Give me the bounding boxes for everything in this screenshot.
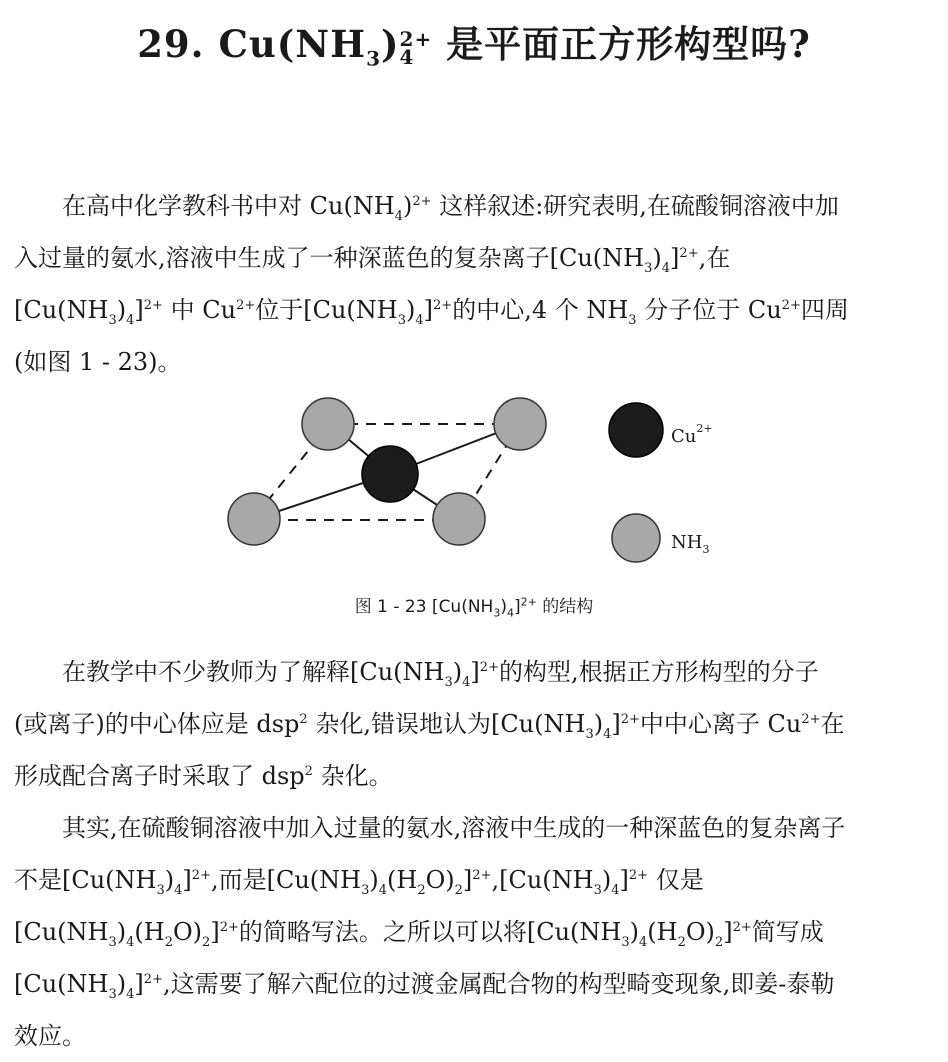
nh3-ligand-top-left	[302, 398, 354, 450]
paragraph-explanation: 其实,在硫酸铜溶液中加入过量的氨水,溶液中生成的一种深蓝色的复杂离子 不是$[Cu(NH_3)_4]^{2+}$,而是$[Cu(NH_3)_4(H_2O)_2]^{2+},[Cu(NH_3)_4]^{2+}$ 仅是 $[Cu(NH_3)_4(H_2O)_2]^{2+}$的简略写法。之所以可以将$[Cu(NH_3)_4(H_2O)_2]^{2+}$简写成 $[Cu(NH_3)_4]^{2+}$,这需要了解六配位的过渡金属配合物的构型畸变现象,即姜-泰勒 效应。	[14, 814, 846, 1050]
nh3-ligand-bottom-right	[433, 493, 485, 545]
cu-center-ion	[362, 446, 418, 502]
paragraph-teaching: 在教学中不少教师为了解释$[Cu(NH_3)_4]^{2+}$的构型,根据正方形构型的分子 (或离子)的中心体应是 dsp$^2$ 杂化,错误地认为$[Cu(NH_3)_4]^{2+}$中中心离子 $Cu^{2+}$在 形成配合离子时采取了 dsp$^2$ 杂化。	[14, 658, 845, 790]
nh3-ligand-top-right	[494, 398, 546, 450]
figure-caption: 图 1 - 23 $[Cu(NH_3)_4]^{2+}$ 的结构	[354, 595, 594, 620]
legend-nh3-symbol	[612, 514, 660, 562]
paragraph-intro: 在高中化学教科书中对 $Cu(NH_4)^{2+}$ 这样叙述:研究表明,在硫酸铜溶液中加 入过量的氨水,溶液中生成了一种深蓝色的复杂离子$[Cu(NH_3)_4]^{2+}$,在 $[Cu(NH_3)_4]^{2+}$ 中 $Cu^{2+}$位于$[Cu(NH_3)_4]^{2+}$的中心,4 个 $NH_3$ 分子位于 $Cu^{2+}$四周 (如图 1 - 23)。	[14, 192, 849, 376]
legend-cu-symbol	[609, 403, 663, 457]
legend-cu-label: $Cu^{2+}$	[671, 422, 713, 447]
page-title: 29. $Cu(NH_3)$ 2+ 4 是平面正方形构型吗?	[137, 22, 811, 71]
legend-nh3-label: $NH_3$	[671, 532, 710, 556]
nh3-ligand-bottom-left	[228, 493, 280, 545]
